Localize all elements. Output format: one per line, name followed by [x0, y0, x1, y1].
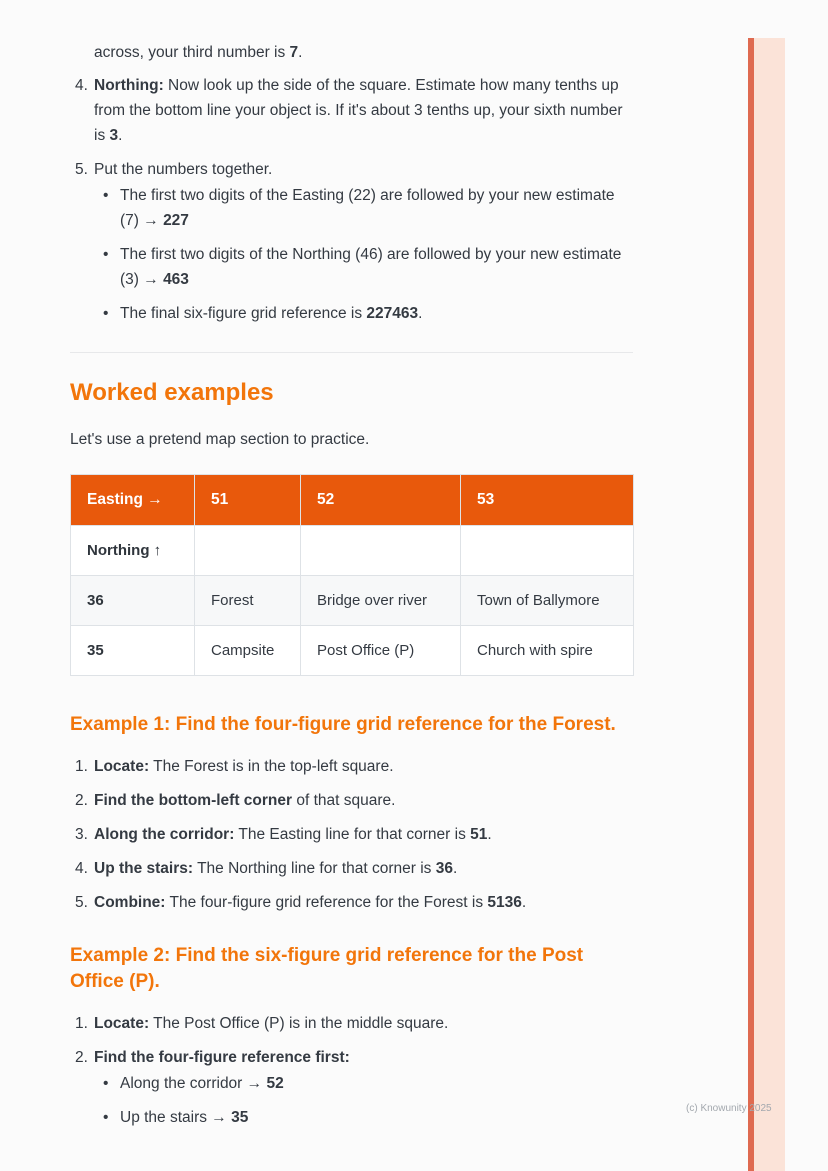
list-item-text: Along the corridor: The Easting line for that corner is 51. — [94, 826, 492, 843]
bullet-item — [70, 1105, 633, 1130]
table-header-col-53: 53 — [461, 475, 634, 526]
table-cell: Bridge over river — [301, 576, 461, 626]
list-item-text: Up the stairs: The Northing line for that corner is 36. — [94, 860, 458, 877]
list-item-text: Put the numbers together. — [94, 161, 273, 178]
list-number: 4. — [75, 860, 88, 877]
table-header-easting: Easting → — [71, 475, 195, 526]
bullet-item — [70, 1071, 633, 1096]
table-cell — [301, 526, 461, 576]
list-item — [70, 1011, 633, 1036]
list-number: 1. — [75, 758, 88, 775]
table-header-row — [71, 475, 634, 526]
page-edge-band — [754, 38, 785, 1171]
bullet-text: The first two digits of the Easting (22) are followed by your new estimate (7) → 227 — [120, 187, 615, 229]
list-item — [70, 822, 633, 847]
table-cell: Church with spire — [461, 626, 634, 676]
section-divider — [70, 352, 633, 353]
list-item — [70, 788, 633, 813]
list-item-text: Locate: The Post Office (P) is in the middle square. — [94, 1015, 449, 1032]
table-row — [71, 576, 634, 626]
table-cell: Town of Ballymore — [461, 576, 634, 626]
example2-heading: Example 2: Find the six-figure grid reference for the Post Office (P). — [70, 945, 584, 992]
section-heading-worked-examples: Worked examples — [70, 379, 274, 406]
list-number: 5. — [75, 894, 88, 911]
map-grid-table — [70, 474, 634, 676]
list-number: 3. — [75, 826, 88, 843]
list-number: 1. — [75, 1015, 88, 1032]
bullet-item — [70, 301, 633, 326]
table-cell — [195, 526, 301, 576]
table-row — [71, 526, 634, 576]
list-number: 4. — [75, 77, 88, 94]
bullet-item — [70, 183, 633, 233]
table-row — [71, 626, 634, 676]
table-cell: Forest — [195, 576, 301, 626]
list-item — [70, 890, 633, 915]
table-header-col-52: 52 — [301, 475, 461, 526]
bullet-marker — [103, 183, 120, 233]
bullet-marker — [103, 242, 120, 292]
table-cell: Campsite — [195, 626, 301, 676]
table-cell: Post Office (P) — [301, 626, 461, 676]
worked-examples-intro: Let's use a pretend map section to practice. — [70, 431, 370, 448]
example1-list — [70, 754, 633, 915]
list-number: 5. — [75, 161, 88, 178]
bullet-text: The first two digits of the Northing (46) are followed by your new estimate (3) → 463 — [120, 246, 622, 288]
table-cell: 36 — [71, 576, 195, 626]
bullet-marker — [103, 1071, 120, 1096]
list-item — [70, 73, 633, 148]
list-item — [70, 856, 633, 881]
table-cell: 35 — [71, 626, 195, 676]
list-item-text: Northing: Now look up the side of the square. Estimate how many tenths up from the bottom line your object is. If it's about 3 tenths up, your sixth number is 3. — [94, 77, 623, 144]
bullet-marker — [103, 1105, 120, 1130]
list-number: 2. — [75, 1049, 88, 1066]
list-item — [70, 754, 633, 779]
table-cell — [461, 526, 634, 576]
list-item — [70, 157, 633, 182]
list-item-text: Locate: The Forest is in the top-left square. — [94, 758, 394, 775]
example1-heading: Example 1: Find the four-figure grid reference for the Forest. — [70, 714, 616, 735]
table-header-col-51: 51 — [195, 475, 301, 526]
table-cell: Northing ↑ — [71, 526, 195, 576]
copyright-watermark: (c) Knowunity 2025 — [686, 1103, 772, 1114]
bullet-text: Up the stairs → 35 — [120, 1109, 249, 1126]
list-item-text: Find the four-figure reference first: — [94, 1049, 350, 1066]
bullet-item — [70, 242, 633, 292]
list-item — [70, 1045, 633, 1070]
bullet-text: Along the corridor → 52 — [120, 1075, 284, 1092]
bullet-marker — [103, 301, 120, 326]
document-content — [70, 40, 633, 1139]
list-number: 2. — [75, 792, 88, 809]
list-item-text: Combine: The four-figure grid reference for the Forest is 5136. — [94, 894, 527, 911]
example2-list — [70, 1011, 633, 1130]
list-item-text: Find the bottom-left corner of that square. — [94, 792, 396, 809]
list-item-continuation: across, your third number is 7. — [94, 44, 303, 61]
bullet-text: The final six-figure grid reference is 227463. — [120, 305, 423, 322]
